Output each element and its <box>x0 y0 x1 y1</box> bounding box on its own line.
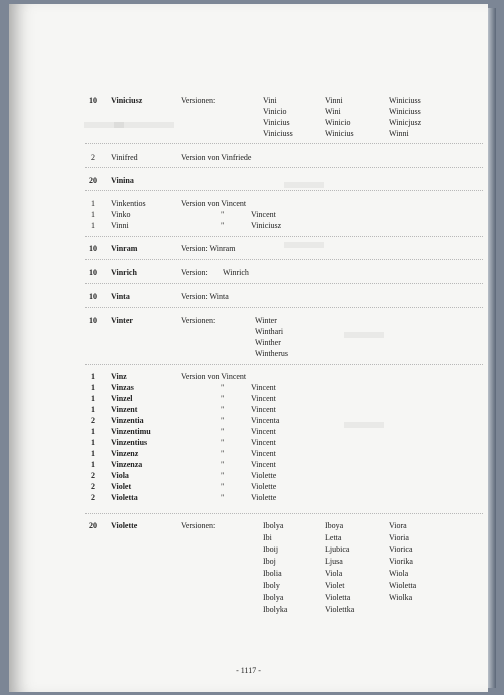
entry-value: Vincent <box>251 427 276 436</box>
divider <box>85 283 483 284</box>
divider <box>85 364 483 365</box>
entry-label: Versionen: <box>181 96 216 105</box>
entry-label: Version von Vincent <box>181 199 247 208</box>
entry-number: 2 <box>91 493 95 502</box>
ditto-mark: " <box>221 449 225 458</box>
entry-number: 1 <box>91 199 95 208</box>
entry-label: Version von Vinfriede <box>181 153 252 162</box>
variant: Ljubica <box>325 545 350 554</box>
variant: Viniciuss <box>263 129 293 138</box>
variant: Vini <box>263 96 277 105</box>
entry-number: 1 <box>91 383 95 392</box>
entry-number: 1 <box>91 394 95 403</box>
variant: Ibolya <box>263 593 284 602</box>
variant: Violet <box>325 581 345 590</box>
entry-label: Versionen: <box>181 521 216 530</box>
entry-value: Vincent <box>251 438 276 447</box>
variant: Iboya <box>325 521 344 530</box>
variant: Winicjusz <box>389 118 422 127</box>
entry-number: 2 <box>91 471 95 480</box>
variant: Viorica <box>389 545 413 554</box>
variant: Ljusa <box>325 557 343 566</box>
variant: Wiolka <box>389 593 413 602</box>
variant: Violettka <box>325 605 355 614</box>
ditto-mark: " <box>221 221 225 230</box>
entry-value: Vincent <box>251 449 276 458</box>
entry-name: Vinina <box>111 176 134 185</box>
variant: Winni <box>389 129 409 138</box>
variant: Wiola <box>389 569 409 578</box>
entry-number: 2 <box>91 153 95 162</box>
entry-value: Viniciusz <box>251 221 282 230</box>
variant: Winicius <box>325 129 354 138</box>
entry-label: Version von Vincent <box>181 372 247 381</box>
entry-value: Violette <box>251 482 277 491</box>
divider <box>85 236 483 237</box>
entry-number: 2 <box>91 482 95 491</box>
ditto-mark: " <box>221 394 225 403</box>
entry-name: Vinni <box>111 221 129 230</box>
document-page <box>9 4 488 692</box>
variant: Winiciuss <box>389 107 421 116</box>
entry-value: Vincent <box>251 460 276 469</box>
variant: Ibolia <box>263 569 282 578</box>
entry-name: Vinzentimu <box>111 427 151 436</box>
entry-value: Vincent <box>251 210 276 219</box>
entry-name: Vinzenz <box>111 449 139 458</box>
entry-number: 1 <box>91 372 95 381</box>
entry-number: 20 <box>89 521 97 530</box>
entry-number: 1 <box>91 405 95 414</box>
divider <box>85 143 483 144</box>
entry-number: 10 <box>89 268 97 277</box>
entry-name: Vinzent <box>111 405 138 414</box>
entry-name: Vinkentios <box>111 199 146 208</box>
ditto-mark: " <box>221 471 225 480</box>
entry-name: Violetta <box>111 493 138 502</box>
ditto-mark: " <box>221 405 225 414</box>
variant: Viorika <box>389 557 413 566</box>
entry-number: 1 <box>91 221 95 230</box>
variant: Vinicio <box>263 107 287 116</box>
entry-value: Winrich <box>223 268 249 277</box>
entry-number: 10 <box>89 244 97 253</box>
entry-number: 10 <box>89 316 97 325</box>
entry-name: Vinter <box>111 316 133 325</box>
entry-name: Vinko <box>111 210 131 219</box>
entry-number: 20 <box>89 176 97 185</box>
entry-number: 1 <box>91 427 95 436</box>
variant: Winicio <box>325 118 351 127</box>
entry-name: Vinzel <box>111 394 133 403</box>
entry-number: 1 <box>91 210 95 219</box>
variant: Winter <box>255 316 277 325</box>
entry-name: Violet <box>111 482 132 491</box>
ditto-mark: " <box>221 482 225 491</box>
book-edge <box>488 8 496 688</box>
entry-name: Viniciusz <box>111 96 143 105</box>
ditto-mark: " <box>221 493 225 502</box>
entry-name: Vinta <box>111 292 130 301</box>
entry-name: Vinifred <box>111 153 138 162</box>
variant: Ibi <box>263 533 272 542</box>
entry-label: Version: Winta <box>181 292 229 301</box>
entry-value: Violette <box>251 493 277 502</box>
variant: Iboj <box>263 557 276 566</box>
divider <box>85 167 483 168</box>
variant: Viola <box>325 569 343 578</box>
variant: Winther <box>255 338 281 347</box>
ditto-mark: " <box>221 416 225 425</box>
entry-name: Violette <box>111 521 138 530</box>
variant: Iboij <box>263 545 279 554</box>
entry-name: Vinzentius <box>111 438 148 447</box>
entry-name: Vinzentia <box>111 416 144 425</box>
entry-name: Vinz <box>111 372 127 381</box>
ditto-mark: " <box>221 210 225 219</box>
divider <box>85 190 483 191</box>
entry-label: Version: <box>181 268 208 277</box>
entry-label: Versionen: <box>181 316 216 325</box>
ditto-mark: " <box>221 460 225 469</box>
variant: Vinni <box>325 96 343 105</box>
divider <box>85 259 483 260</box>
variant: Iboly <box>263 581 280 590</box>
entry-number: 10 <box>89 96 97 105</box>
entry-number: 1 <box>91 449 95 458</box>
variant: Viora <box>389 521 407 530</box>
entry-name: Viola <box>111 471 129 480</box>
entry-value: Vincent <box>251 405 276 414</box>
divider <box>85 513 483 514</box>
variant: Wintherus <box>255 349 289 358</box>
variant: Letta <box>325 533 342 542</box>
variant: Ibolyka <box>263 605 288 614</box>
entry-value: Vincent <box>251 394 276 403</box>
variant: Vinicius <box>263 118 290 127</box>
variant: Winthari <box>255 327 284 336</box>
entry-name: Vinrich <box>111 268 137 277</box>
variant: Violetta <box>325 593 351 602</box>
entry-name: Vinzas <box>111 383 134 392</box>
ditto-mark: " <box>221 438 225 447</box>
entry-value: Vincenta <box>251 416 280 425</box>
entry-number: 2 <box>91 416 95 425</box>
entry-label: Version: Winram <box>181 244 236 253</box>
entry-value: Violette <box>251 471 277 480</box>
entry-number: 1 <box>91 460 95 469</box>
ditto-mark: " <box>221 383 225 392</box>
entry-number: 1 <box>91 438 95 447</box>
variant: Wioletta <box>389 581 417 590</box>
entry-number: 10 <box>89 292 97 301</box>
variant: Winiciuss <box>389 96 421 105</box>
entry-name: Vinram <box>111 244 138 253</box>
entry-name: Vinzenza <box>111 460 143 469</box>
variant: Wini <box>325 107 341 116</box>
ditto-mark: " <box>221 427 225 436</box>
variant: Ibolya <box>263 521 284 530</box>
page-number: - 1117 - <box>236 666 261 675</box>
divider <box>85 307 483 308</box>
variant: Vioria <box>389 533 409 542</box>
entry-value: Vincent <box>251 383 276 392</box>
